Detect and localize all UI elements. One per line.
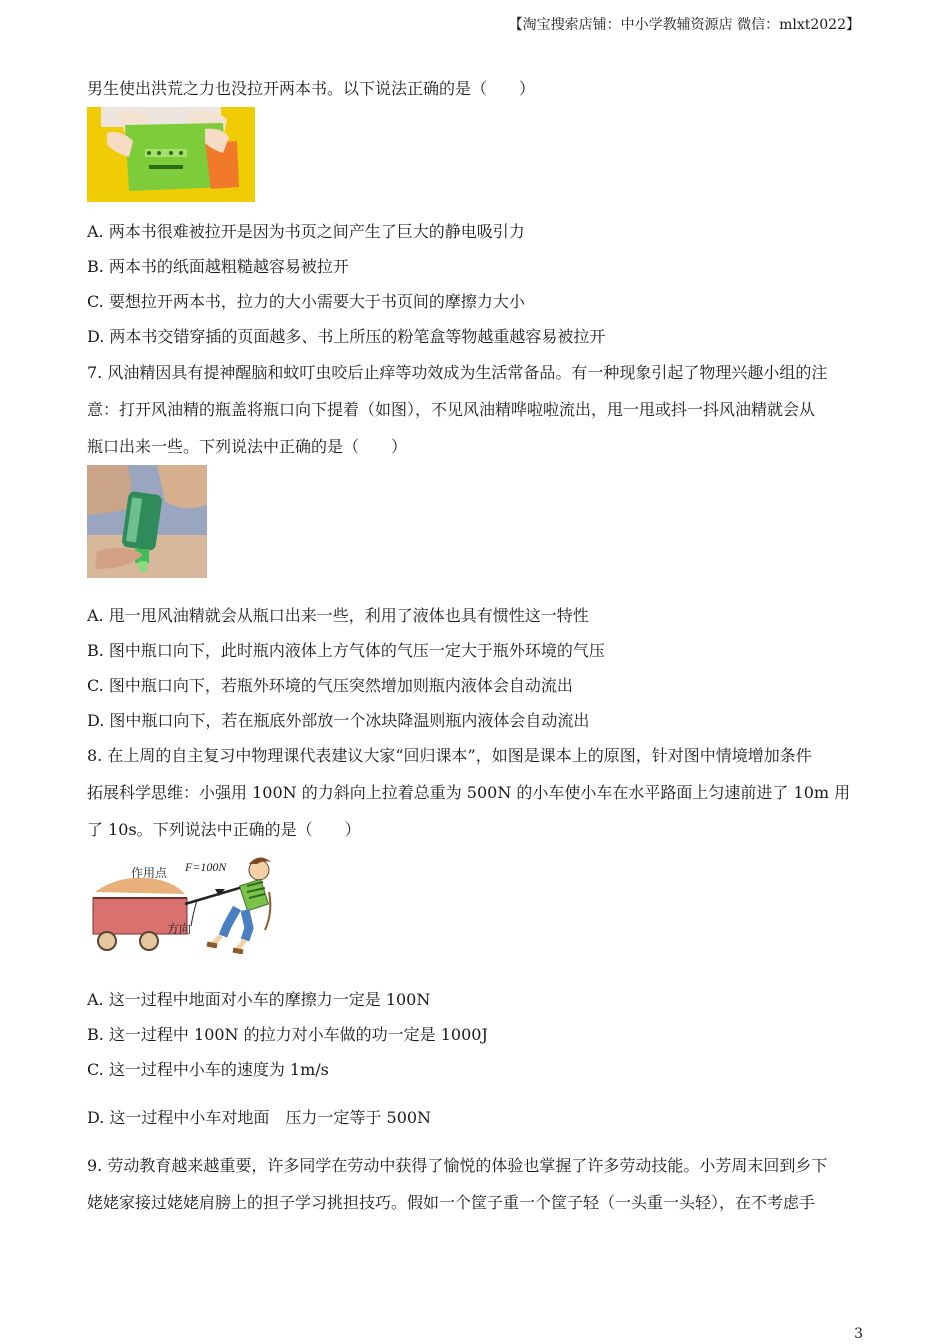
q6-stem: 男生使出洪荒之力也没拉开两本书。以下说法正确的是（ ）: [87, 79, 536, 98]
label-application-point: 作用点: [131, 866, 168, 880]
q8-option-b: B. 这一过程中 100N 的拉力对小车做的功一定是 1000J: [87, 1025, 488, 1044]
q9-stem-line-1: 9. 劳动教育越来越重要，许多同学在劳动中获得了愉悦的体验也掌握了许多劳动技能。小芳周末回到乡下: [87, 1156, 828, 1175]
q7-stem-line-3: 瓶口出来一些。下列说法中正确的是（ ）: [87, 437, 408, 456]
q7-option-b: B. 图中瓶口向下，此时瓶内液体上方气体的气压一定大于瓶外环境的气压: [87, 641, 605, 660]
q6-option-c: C. 要想拉开两本书，拉力的大小需要大于书页间的摩擦力大小: [87, 292, 525, 311]
q7-option-c: C. 图中瓶口向下，若瓶外环境的气压突然增加则瓶内液体会自动流出: [87, 676, 573, 695]
books-photo: [87, 107, 255, 202]
q9-stem-line-2: 姥姥家接过姥姥肩膀上的担子学习挑担技巧。假如一个筐子重一个筐子轻（一头重一头轻），在不考虑手: [87, 1193, 816, 1212]
q8-stem-line-3: 了 10s。下列说法中正确的是（ ）: [87, 820, 361, 839]
q7-option-a: A. 甩一甩风油精就会从瓶口出来一些，利用了液体也具有惯性这一特性: [87, 606, 589, 625]
page-number: 3: [854, 1326, 863, 1342]
q7-stem-line-1: 7. 风油精因具有提神醒脑和蚊叮虫咬后止痒等功效成为生活常备品。有一种现象引起了物理兴趣小组的注: [87, 363, 828, 382]
q8-option-c: C. 这一过程中小车的速度为 1m/s: [87, 1060, 329, 1079]
q7-option-d: D. 图中瓶口向下，若在瓶底外部放一个冰块降温则瓶内液体会自动流出: [87, 711, 590, 730]
q8-option-a: A. 这一过程中地面对小车的摩擦力一定是 100N: [87, 990, 431, 1009]
q8-stem-line-1: 8. 在上周的自主复习中物理课代表建议大家“回归课本”，如图是课本上的原图，针对图中情境增加条件: [87, 746, 812, 765]
oil-bottle-photo: [87, 465, 207, 578]
q6-option-b: B. 两本书的纸面越粗糙越容易被拉开: [87, 257, 349, 276]
q8-stem-line-2: 拓展科学思维：小强用 100N 的力斜向上拉着总重为 500N 的小车使小车在水平路面上匀速前进了 10m 用: [87, 783, 851, 802]
q7-stem-line-2: 意：打开风油精的瓶盖将瓶口向下提着（如图），不见风油精哗啦啦流出，甩一甩或抖一抖风油精就会从: [87, 400, 816, 419]
label-force: F=100N: [185, 860, 227, 874]
q6-option-d: D. 两本书交错穿插的页面越多、书上所压的粉笔盒等物越重越容易被拉开: [87, 327, 606, 346]
q8-option-d: D. 这一过程中小车对地面 压力一定等于 500N: [87, 1108, 432, 1127]
cart-pulling-figure: [87, 852, 287, 954]
page-header: 【淘宝搜索店铺：中小学教辅资源店 微信：mlxt2022】: [508, 17, 860, 33]
q6-option-a: A. 两本书很难被拉开是因为书页之间产生了巨大的静电吸引力: [87, 222, 525, 241]
label-direction: 方向: [167, 922, 192, 936]
